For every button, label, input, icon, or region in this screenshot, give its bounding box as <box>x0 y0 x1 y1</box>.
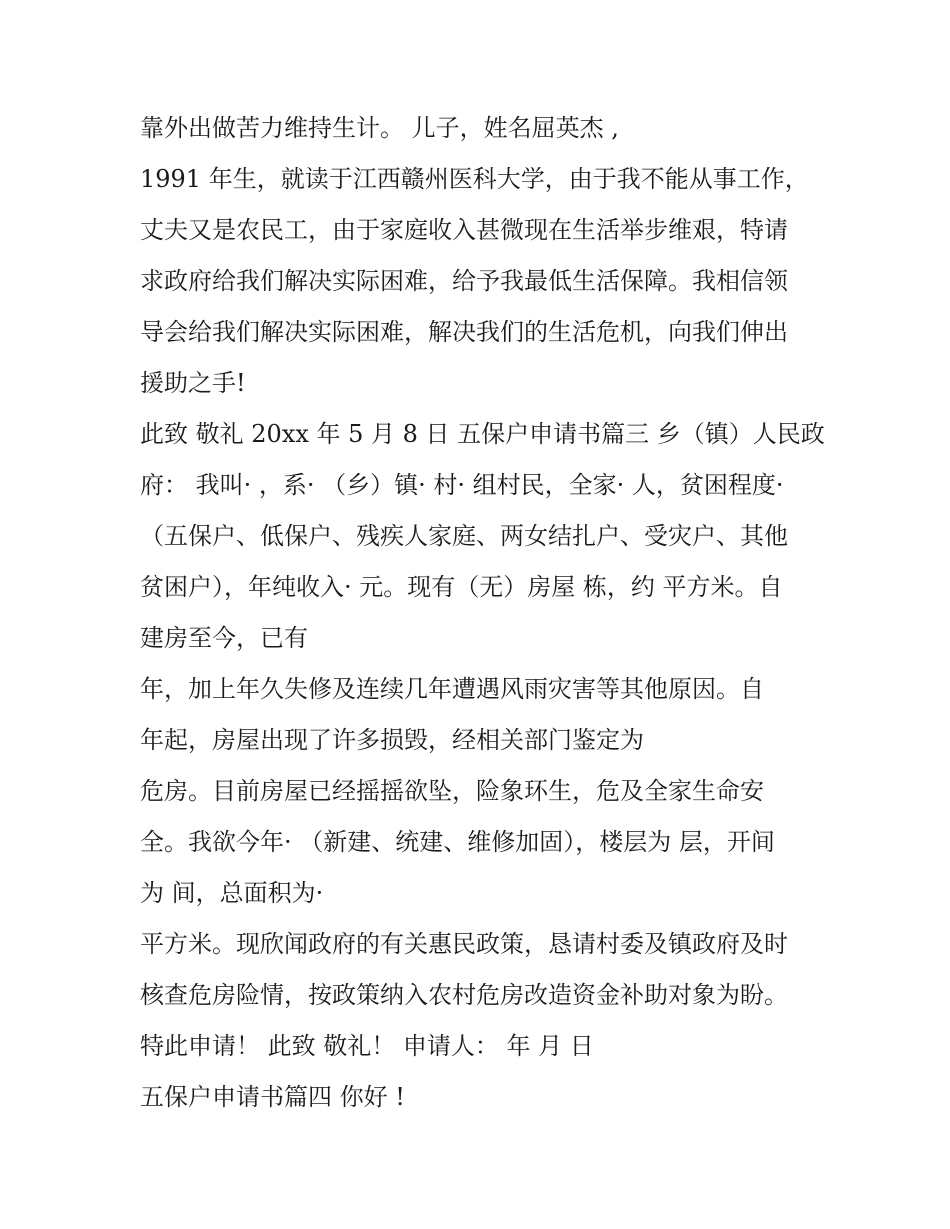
text-line: 为 间，总面积为· <box>140 879 324 907</box>
text-line: 此致 敬礼 20xx 年 5 月 8 日 五保户申请书篇三 乡（镇）人民政 <box>140 420 825 448</box>
text-line: 特此申请！ 此致 敬礼！ 申请人： 年 月 日 <box>140 1032 594 1060</box>
text-line: 求政府给我们解决实际困难，给予我最低生活保障。我相信领 <box>140 267 788 295</box>
text-line: 五保户申请书篇四 你好 ! <box>140 1083 405 1111</box>
text-line: 贫困户），年纯收入· 元。现有（无）房屋 栋，约 平方米。自 <box>140 573 783 601</box>
text-line: 核查危房险情，按政策纳入农村危房改造资金补助对象为盼。 <box>140 981 788 1009</box>
text-line: 丈夫又是农民工，由于家庭收入甚微现在生活举步维艰，特请 <box>140 216 788 244</box>
text-line: 平方米。现欣闻政府的有关惠民政策，恳请村委及镇政府及时 <box>140 930 788 958</box>
text-line: 1991 年生，就读于江西赣州医科大学，由于我不能从事工作， <box>140 165 809 193</box>
text-line: 府： 我叫· ，系· （乡）镇· 村· 组村民，全家· 人，贫困程度· <box>140 471 784 499</box>
text-line: 援助之手! <box>140 369 246 397</box>
text-line: 靠外出做苦力维持生计。 儿子，姓名屈英杰 , <box>140 114 619 142</box>
text-line: 导会给我们解决实际困难，解决我们的生活危机，向我们伸出 <box>140 318 788 346</box>
text-line: （五保户、低保户、残疾人家庭、两女结扎户、受灾户、其他 <box>140 522 788 550</box>
text-line: 年起，房屋出现了许多损毁，经相关部门鉴定为 <box>140 726 644 754</box>
text-line: 全。我欲今年· （新建、统建、维修加固），楼层为 层，开间 <box>140 828 775 856</box>
text-line: 危房。目前房屋已经摇摇欲坠，险象环生，危及全家生命安 <box>140 777 764 805</box>
text-line: 年，加上年久失修及连续几年遭遇风雨灾害等其他原因。自 <box>140 675 764 703</box>
text-line: 建房至今，已有 <box>140 624 308 652</box>
